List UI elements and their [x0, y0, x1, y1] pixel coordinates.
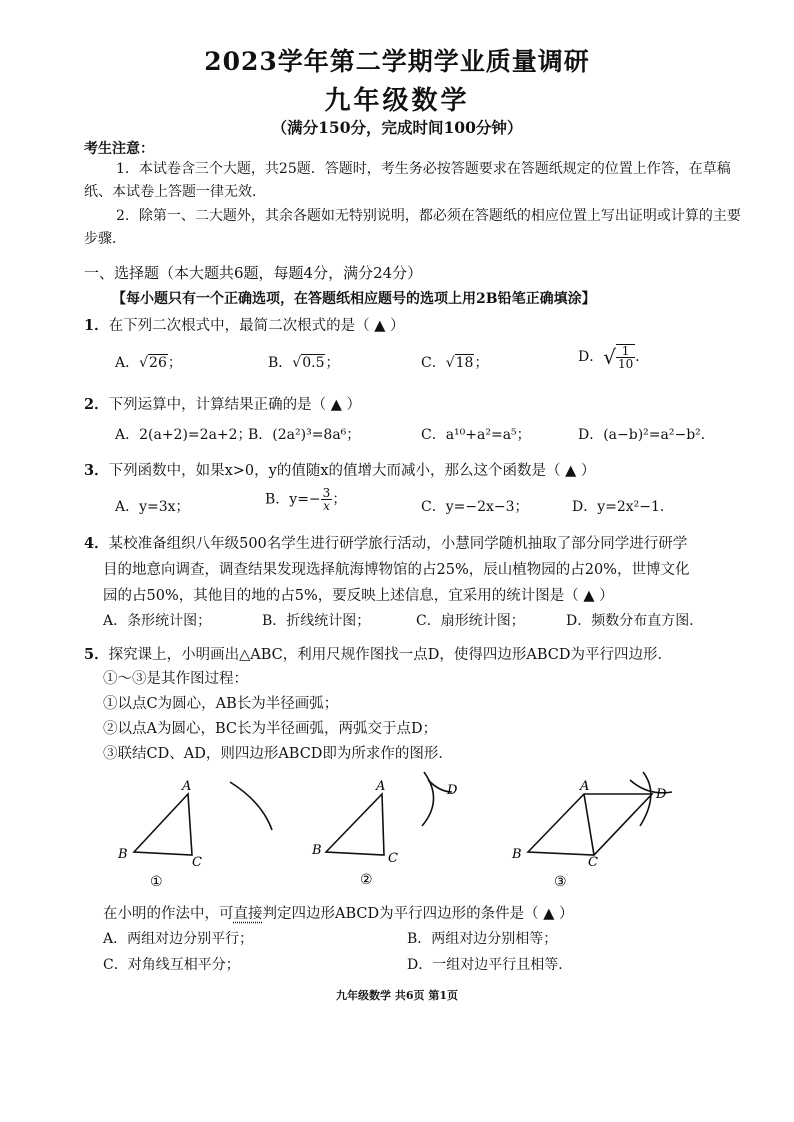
question-stem: 下列函数中，如果x>0，y的值随x的值增大而减小，那么这个函数是（ ▲ ） [108, 463, 596, 479]
fig3-caption: ③ [554, 874, 567, 890]
q5-option-a: A．两组对边分别平行； [103, 931, 254, 947]
question-stem-line-1: 探究课上，小明画出△ABC，利用尺规作图找一点D，使得四边形ABCD为平行四边形． [108, 647, 672, 663]
notice-heading: 考生注意： [84, 141, 154, 157]
question-number: 5． [84, 646, 109, 663]
question-3 [84, 459, 595, 480]
question-number: 2． [84, 396, 109, 413]
question-stem-line-1: 某校准备组织八年级500名学生进行研学旅行活动，小慧同学随机抽取了部分同学进行研学 [108, 536, 688, 552]
q4-option-a: A．条形统计图； [103, 613, 212, 629]
q1-option-b: B．√0.5； [268, 355, 340, 371]
q5-question: 在小明的作法中，可直接判定四边形ABCD为平行四边形的条件是（ ▲ ） [103, 906, 574, 922]
question-number: 3． [84, 462, 109, 479]
question-number: 4． [84, 535, 109, 552]
notice-item-2: 2．除第一、二大题外，其余各题如无特别说明，都必须在答题纸的相应位置上写出证明或计算的主要步骤． [84, 208, 741, 247]
fig1-triangle [134, 794, 192, 855]
fig3-label-b: B [512, 847, 522, 862]
fig2-label-b: B [312, 843, 322, 858]
question-stem-line-5: ③联结CD、AD，则四边形ABCD即为所求作的图形． [103, 746, 453, 762]
question-4 [84, 532, 687, 553]
fig1-arc [230, 782, 272, 830]
emphasis-direct: 直接 [233, 906, 263, 922]
fig1-caption: ① [150, 874, 163, 890]
question-stem-line-2: 目的地意向调查，调查结果发现选择航海博物馆的占25%，辰山植物园的占20%，世博文化 [103, 562, 690, 578]
q2-option-c: C．a¹⁰+a²=a⁵； [421, 427, 531, 443]
q3-option-d: D．y=2x²−1． [572, 499, 674, 515]
section-1-instruction: 【每小题只有一个正确选项，在答题纸相应题号的选项上用2B铅笔正确填涂】 [112, 291, 596, 307]
q4-option-b: B．折线统计图； [262, 613, 371, 629]
question-number: 1． [84, 317, 109, 334]
fig2-triangle [326, 794, 384, 855]
fig1-label-b: B [118, 847, 128, 862]
q3-option-c: C．y=−2x−3； [421, 499, 529, 515]
fig2-arc-a [422, 772, 434, 826]
question-stem-line-2: ①～③是其作图过程： [103, 671, 248, 687]
question-stem-line-3: 园的占50%，其他目的地的占5%，要反映上述信息，宜采用的统计图是（ ▲ ） [103, 588, 614, 604]
q1-option-c: C．√18； [421, 355, 489, 371]
fig3-label-a: A [580, 779, 590, 794]
question-stem-line-4: ②以点A为圆心，BC长为半径画弧，两弧交于点D； [103, 721, 438, 737]
fig2-label-c: C [388, 851, 398, 866]
q5-option-c: C．对角线互相平分； [103, 957, 240, 973]
fig2-label-a: A [376, 779, 386, 794]
fig1-label-a: A [182, 779, 192, 794]
q4-option-d: D．频数分布直方图． [566, 613, 704, 629]
exam-info: （满分150分，完成时间100分钟） [271, 118, 523, 137]
q2-option-b: B．(2a²)³=8a⁶； [248, 427, 361, 443]
fig2-caption: ② [360, 872, 373, 888]
fig3-label-c: C [588, 855, 598, 870]
q4-option-c: C．扇形统计图； [416, 613, 525, 629]
q2-option-d: D．(a−b)²=a²−b²． [578, 427, 715, 443]
question-5 [84, 643, 672, 664]
exam-subject: 九年级数学 [324, 86, 470, 116]
q2-option-a: A．2(a+2)=2a+2； [115, 427, 252, 443]
fig2-label-d: D [447, 783, 458, 798]
question-stem: 在下列二次根式中，最简二次根式的是（ ▲ ） [108, 318, 405, 334]
notice-item-1: 1．本试卷含三个大题，共25题．答题时，考生务必按答题要求在答题纸规定的位置上作答，在草稿纸、本试卷上答题一律无效． [84, 161, 731, 200]
question-stem-line-3: ①以点C为圆心，AB长为半径画弧； [103, 696, 339, 712]
exam-title: 2023学年第二学期学业质量调研 [204, 47, 590, 76]
q5-option-d: D．一组对边平行且相等． [407, 957, 573, 973]
fig3-parallelogram [528, 794, 652, 855]
q5-option-b: B．两组对边分别相等； [407, 931, 558, 947]
q1-option-a: A．√26； [115, 355, 182, 371]
q3-option-b: B．y=− $\frac{3}{x}$ ； [265, 486, 347, 513]
page-footer: 九年级数学 共6页 第1页 [336, 989, 458, 1002]
fig1-label-c: C [192, 855, 202, 870]
construction-figures [100, 770, 700, 895]
fig3-arc-a [640, 772, 651, 826]
section-1-heading: 一、选择题（本大题共6题，每题4分，满分24分） [84, 264, 423, 282]
q1-option-d: D．√ $\frac{1}{10}$ ． [578, 344, 650, 371]
question-1 [84, 314, 404, 335]
question-2 [84, 393, 361, 414]
fig3-diagonal [584, 794, 594, 855]
fig3-label-d: D [656, 787, 667, 802]
q3-option-a: A．y=3x； [115, 499, 190, 515]
question-stem: 下列运算中，计算结果正确的是（ ▲ ） [108, 397, 361, 413]
